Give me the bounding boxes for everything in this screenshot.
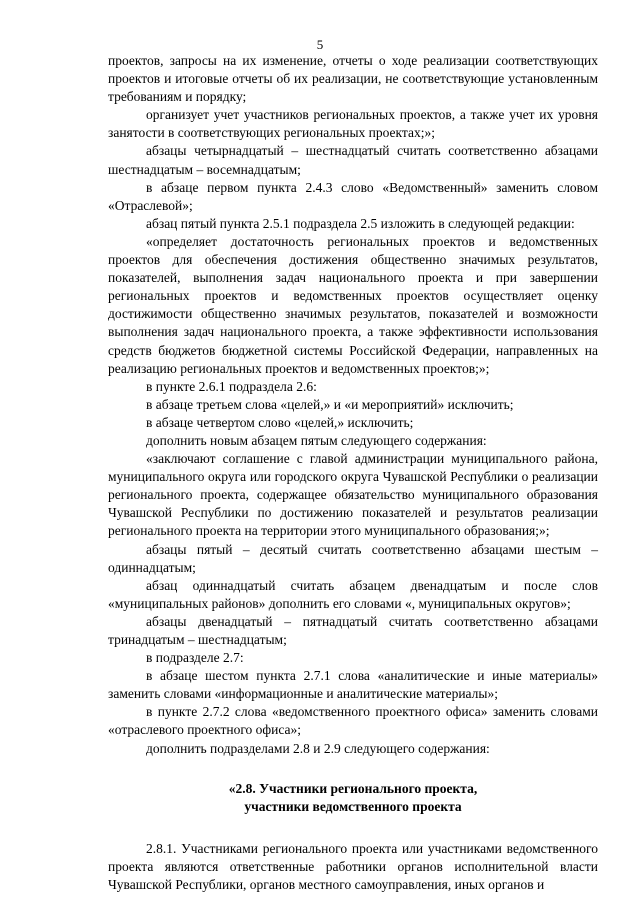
section-heading-line-2: участники ведомственного проекта (244, 798, 462, 814)
paragraph: в абзаце шестом пункта 2.7.1 слова «аналитические и иные материалы» заменить словами «информационные и аналитические материалы»; (108, 668, 598, 702)
paragraph: в подразделе 2.7: (146, 650, 244, 666)
paragraph: абзацы пятый – десятый считать соответственно абзацами шестым – одиннадцатым; (108, 541, 598, 575)
paragraph: дополнить новым абзацем пятым следующего содержания: (146, 432, 487, 448)
section-paragraph: 2.8.1. Участниками регионального проекта или участниками ведомственного проекта являются ответственные работники органов исполнительной власти Чувашской Республики, органов местного самоуправления, иных органов и (108, 840, 598, 893)
paragraph: в пункте 2.6.1 подраздела 2.6: (146, 378, 317, 394)
paragraph: организует учет участников региональных проектов, а также учет их уровня занятости в соответствующих региональных проектах;»; (108, 107, 598, 141)
paragraph: дополнить подразделами 2.8 и 2.9 следующего содержания: (146, 740, 490, 756)
paragraph: абзац пятый пункта 2.5.1 подраздела 2.5 изложить в следующей редакции: (146, 215, 575, 231)
paragraph: в абзаце четвертом слово «целей,» исключить; (146, 414, 414, 430)
paragraph: в абзаце первом пункта 2.4.3 слово «Ведомственный» заменить словом «Отраслевой»; (108, 179, 598, 213)
paragraph: проектов, запросы на их изменение, отчеты о ходе реализации соответствующих проектов и итоговые отчеты об их реализации, не соответствующие установленным требованиям и порядку; (108, 53, 598, 105)
paragraph: абзац одиннадцатый считать абзацем двенадцатым и после слов «муниципальных районов» дополнить его словами «, муниципальных округов»; (108, 577, 598, 611)
paragraph: абзацы двенадцатый – пятнадцатый считать соответственно абзацами тринадцатым – шестнадцатым; (108, 613, 598, 647)
amendment-paragraphs (108, 52, 598, 758)
paragraph: в абзаце третьем слова «целей,» и «и мероприятий» исключить; (146, 396, 514, 412)
paragraph: абзацы четырнадцатый – шестнадцатый считать соответственно абзацами шестнадцатым – восемнадцатым; (108, 143, 598, 177)
page-number: 5 (316, 37, 324, 52)
paragraph: «заключают соглашение с главой администрации муниципального района, муниципального округа или городского округа Чувашской Республики о реализации регионального проекта, содержащее обязательство муниципального образования Чувашской Республики по достижению показателей и результатов реализации регионального проекта на территории этого муниципального образования;»; (108, 451, 598, 539)
paragraph: в пункте 2.7.2 слова «ведомственного проектного офиса» заменить словами «отраслевого проектного офиса»; (108, 704, 598, 738)
document-body (108, 52, 598, 894)
section-heading-line-1: «2.8. Участники регионального проекта, (228, 780, 478, 796)
paragraph: «определяет достаточность региональных проектов и ведомственных проектов для обеспечения достижения общественно значимых результатов, показателей, выполнения задач национального проекта и при завершении региональных проектов и ведомственных проектов осуществляет оценку достижимости общественно значимых результатов, показателей и возможности выполнения задач национального проекта, а также эффективности использования средств бюджетов бюджетной системы Российской Федерации, направленных на реализацию региональных проектов и ведомственных проектов;»; (108, 233, 598, 376)
